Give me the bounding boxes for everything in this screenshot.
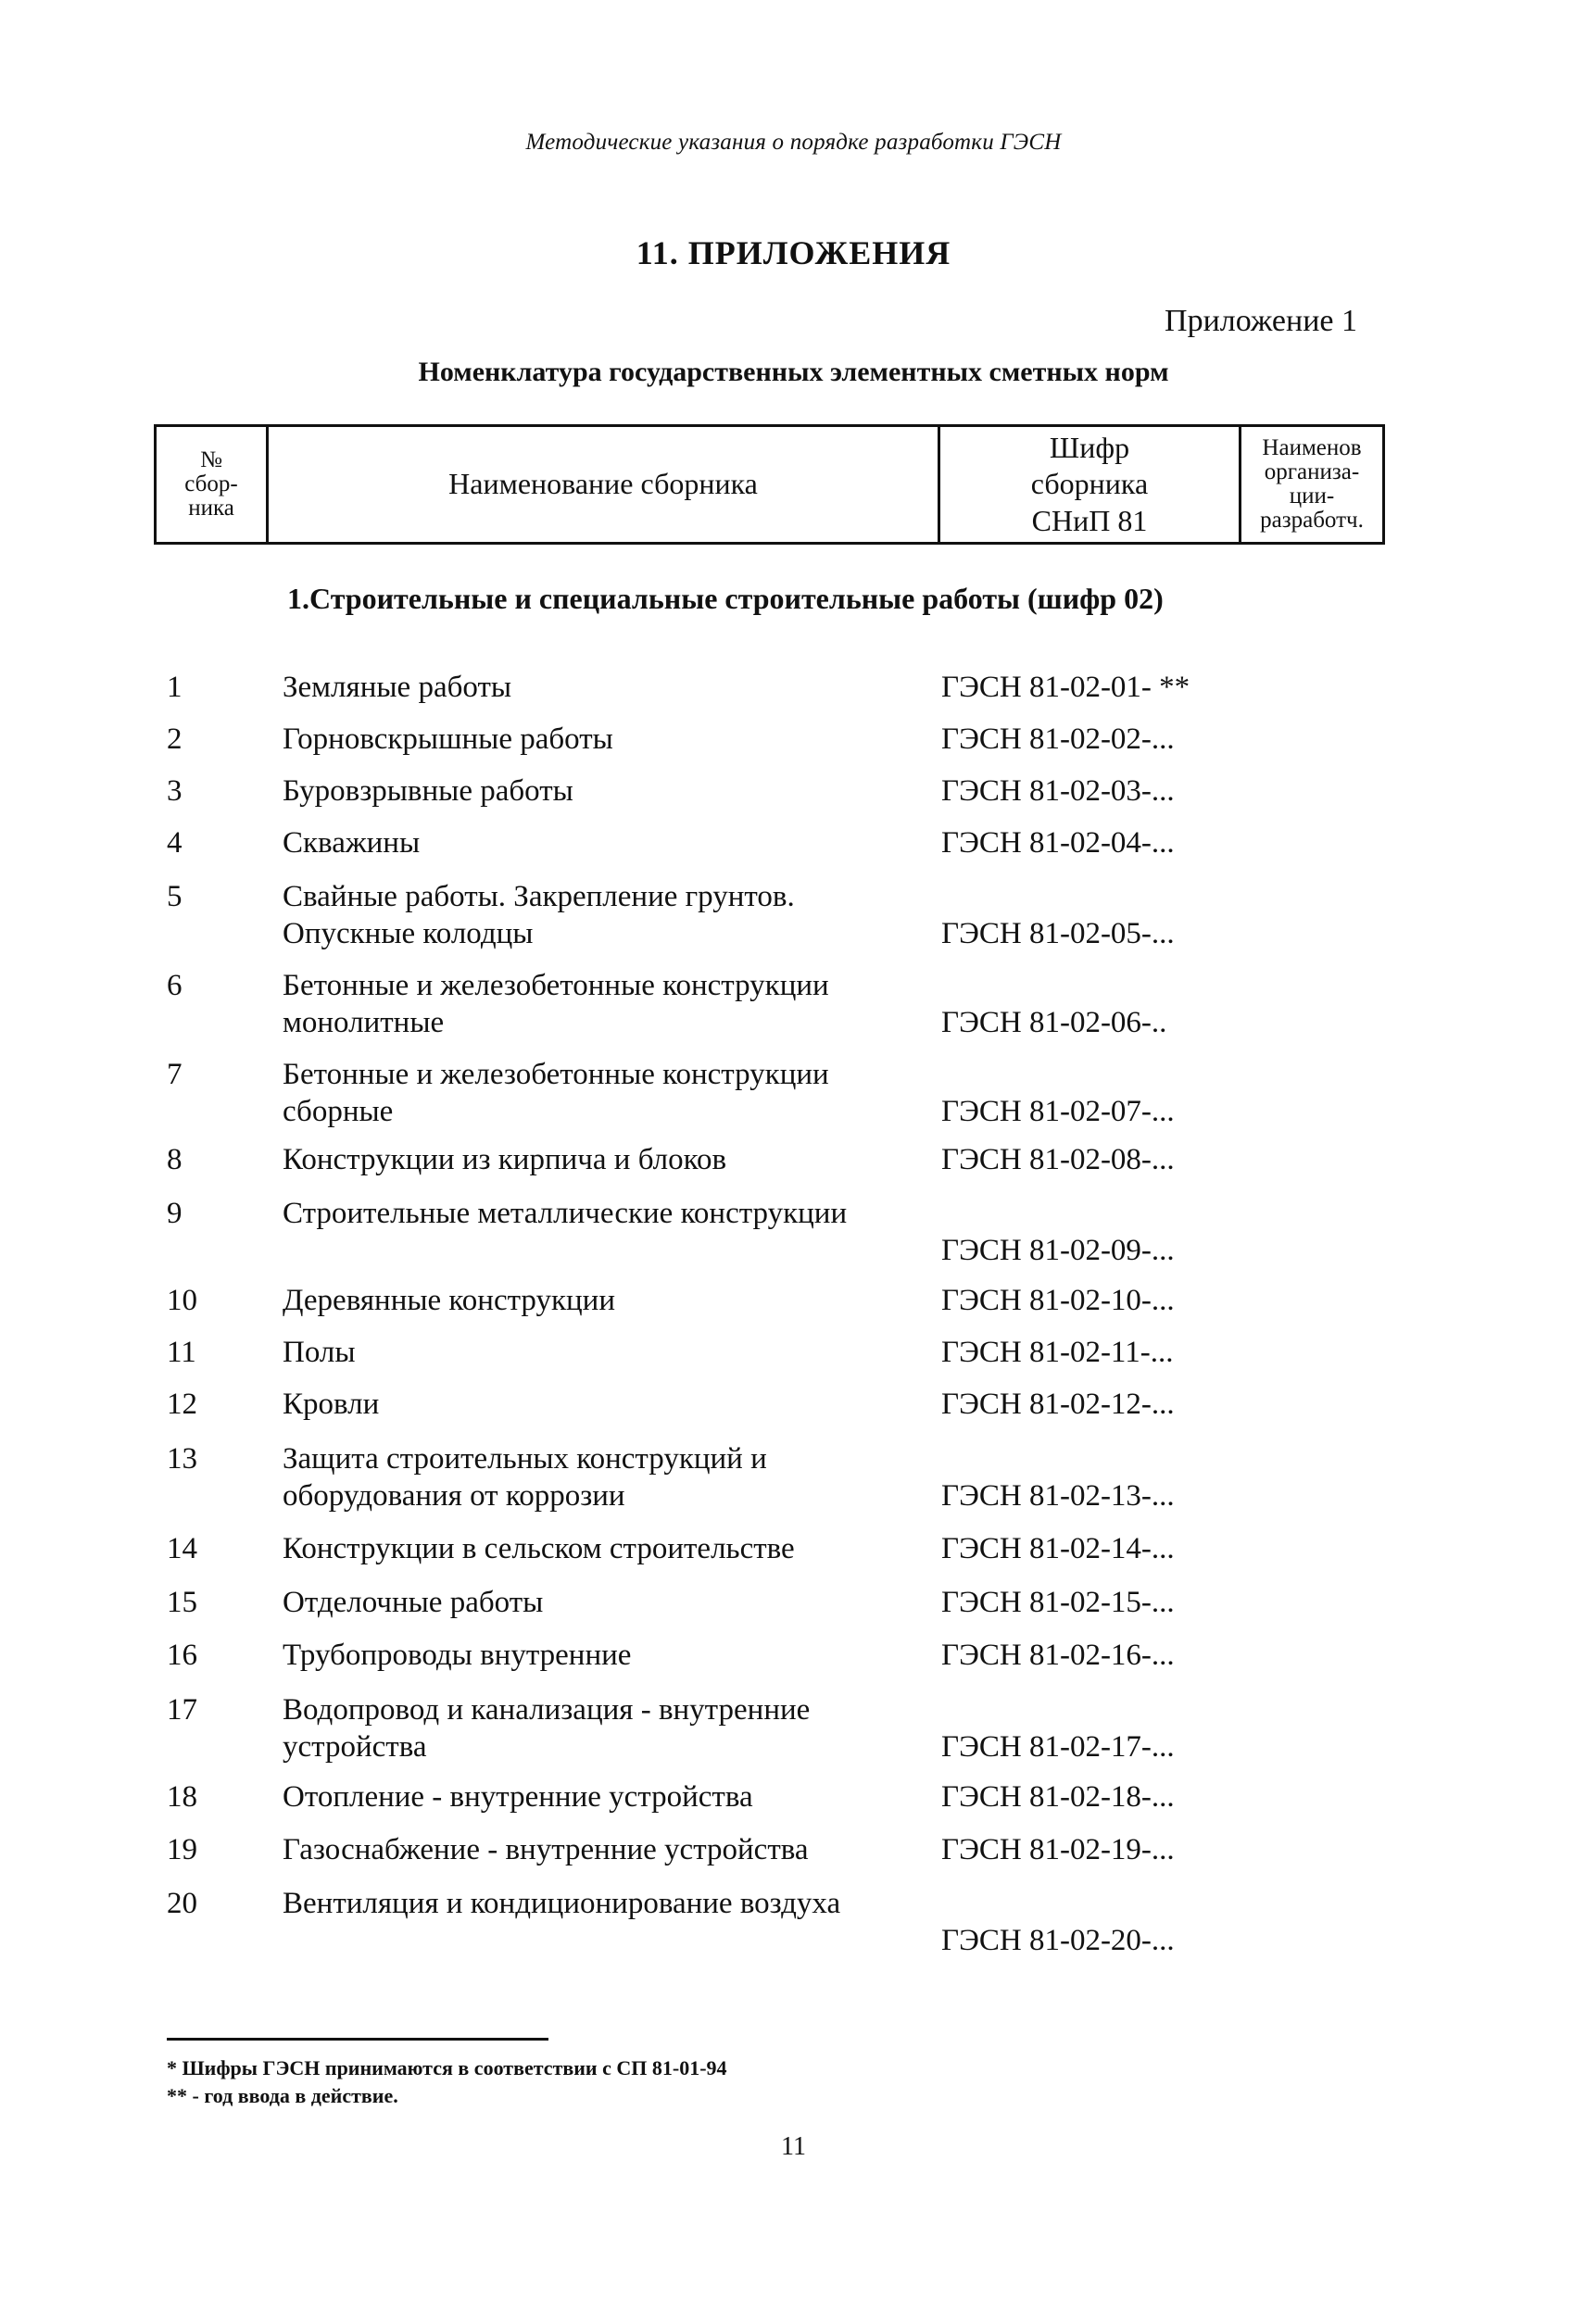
group-title: 1.Строительные и специальные строительные работы (шифр 02) — [287, 582, 1164, 615]
header-col-number: № сбор- ника — [156, 426, 268, 544]
collection-list: 1 Земляные работы ГЭСН 81-02-01- ** 2 Горновскрышные работы ГЭСН 81-02-02-... 3 Буровзрывные работы ГЭСН 81-02-03-... 4 Скважины ГЭСН 81-02-04-... 5 Свайные работы. Закрепление грунтов. Опускные колодцы ГЭСН 81-02-05-... 6 Бетонные и железобетонные конструкции монолитные ГЭСН 81-02-06-.. 7 Бетонные и железобетонные конструкции сборные ГЭСН 81-02-07-... 8 Конструкции из кирпича и блоков ГЭСН 81-02-08-... 9 Строительные металлические конструкции ГЭСН 81-02-09-... 10 Деревянные конструкции ГЭСН 81-02-10-... 11 Полы ГЭСН 81-02-11-... 12 Кровли ГЭСН 81-02-12-... 13 Защита строительных конструкций и оборудования от коррозии ГЭСН 81-02-13-... 14 Конструкции в сельском строительстве ГЭСН 81-02-14-... 15 Отделочные работы ГЭСН 81-02-15-... 16 Трубопроводы внутренние ГЭСН 81-02-16-... 17 Водопровод и канализация - внутренние устройства ГЭСН 81-02-17-... 18 Отопление - внутренние устройства ГЭСН 81-02-18-... 19 Газоснабжение - внутренние устройства ГЭСН 81-02-19-... 20 Вентиляция и кондиционирование воздуха ГЭСН 81-02-20-... — [167, 671, 1190, 1957]
footnote: ** - год ввода в действие. — [167, 2084, 398, 2107]
header-col-code: Шифр сборника СНиП 81 — [939, 426, 1241, 544]
section-title: 11. ПРИЛОЖЕНИЯ — [636, 234, 951, 271]
page-number: 11 — [781, 2132, 806, 2161]
header-col-org: Наименов организа- ции- разработч. — [1241, 426, 1384, 544]
header-col-name: Наименование сборника — [268, 426, 939, 544]
footnote: * Шифры ГЭСН принимаются в соответствии с СП 81-01-94 — [167, 2056, 727, 2079]
running-header: Методические указания о порядке разработки ГЭСН — [525, 130, 1062, 155]
footnote-divider — [167, 2038, 548, 2041]
appendix-label: Приложение 1 — [1165, 304, 1357, 338]
document-title: Номенклатура государственных элементных сметных норм — [418, 357, 1169, 387]
